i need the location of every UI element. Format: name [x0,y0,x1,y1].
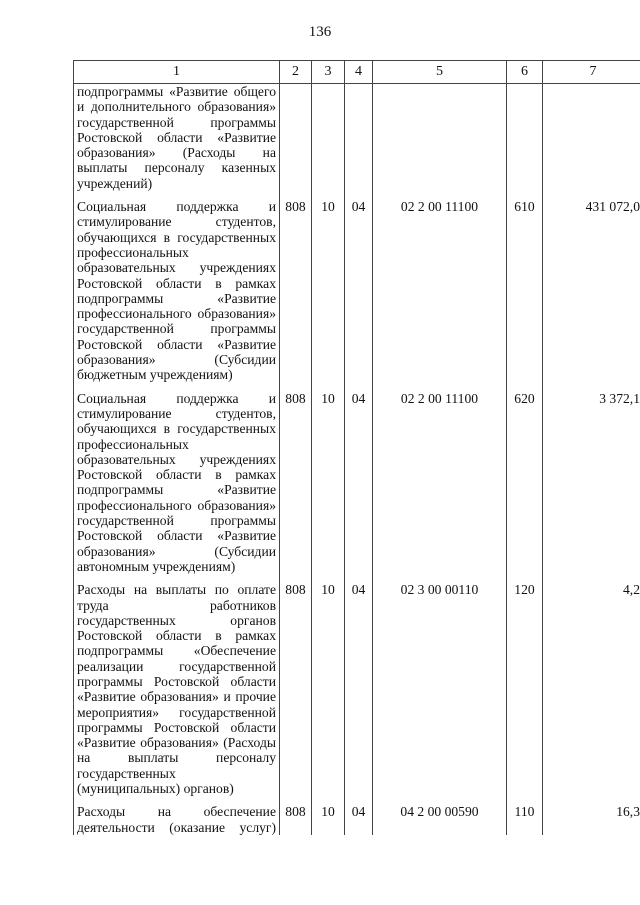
cell-amount: 431 072,0 [543,199,640,391]
table-row [74,84,640,200]
cell-ministry-code [280,84,312,200]
cell-subsection: 04 [345,582,373,804]
cell-subsection: 04 [345,804,373,835]
cell-subsection: 04 [345,391,373,583]
cell-ministry-code: 808 [280,804,312,835]
cell-section: 10 [312,582,345,804]
cell-target-article: 04 2 00 00590 [373,804,507,835]
cell-expense-type: 610 [507,199,543,391]
column-header: 3 [312,61,345,84]
column-header: 2 [280,61,312,84]
cell-amount [543,84,640,200]
cell-ministry-code: 808 [280,391,312,583]
table-row [74,582,640,804]
table-header-row [74,61,640,84]
column-header: 4 [345,61,373,84]
cell-amount: 3 372,1 [543,391,640,583]
row-description: Социальная поддержка и стимулирование студентов, обучающихся в государственных профессиональных образовательных учреждениях Ростовской области в рамках подпрограммы «Развитие профессионального образования» государственной программы Ростовской области «Развитие образования» (Субсидии бюджетным учреждениям) [74,199,280,391]
cell-ministry-code: 808 [280,199,312,391]
table-row [74,804,640,835]
cell-target-article [373,84,507,200]
cell-subsection [345,84,373,200]
table-row [74,199,640,391]
row-description: подпрограммы «Развитие общего и дополнительного образования» государственной программы Ростовской области «Развитие образования» (Расходы на выплаты персоналу казенных учреждений) [74,84,280,200]
cell-ministry-code: 808 [280,582,312,804]
row-description: Расходы на выплаты по оплате труда работников государственных органов Ростовской области в рамках подпрограммы «Обеспечение реализации государственной программы Ростовской области «Развитие образования» и прочие мероприятия» государственной программы Ростовской области «Развитие образования» (Расходы на выплаты персоналу государственных (муниципальных) органов) [74,582,280,804]
cell-subsection: 04 [345,199,373,391]
cell-expense-type [507,84,543,200]
page-number: 136 [308,24,332,40]
cell-expense-type: 120 [507,582,543,804]
cell-target-article: 02 2 00 11100 [373,199,507,391]
column-header: 5 [373,61,507,84]
column-header: 6 [507,61,543,84]
budget-table [73,60,640,835]
cell-section: 10 [312,199,345,391]
row-description: Социальная поддержка и стимулирование студентов, обучающихся в государственных профессиональных образовательных учреждениях Ростовской области в рамках подпрограммы «Развитие профессионального образования» государственной программы Ростовской области «Развитие образования» (Субсидии автономным учреждениям) [74,391,280,583]
cell-section: 10 [312,804,345,835]
cell-amount: 16,3 [543,804,640,835]
table-row [74,391,640,583]
row-description: Расходы на обеспечение деятельности (оказание услуг) [74,804,280,835]
cell-target-article: 02 3 00 00110 [373,582,507,804]
cell-section [312,84,345,200]
cell-expense-type: 620 [507,391,543,583]
cell-expense-type: 110 [507,804,543,835]
cell-section: 10 [312,391,345,583]
cell-target-article: 02 2 00 11100 [373,391,507,583]
cell-amount: 4,2 [543,582,640,804]
column-header: 1 [74,61,280,84]
column-header: 7 [543,61,640,84]
